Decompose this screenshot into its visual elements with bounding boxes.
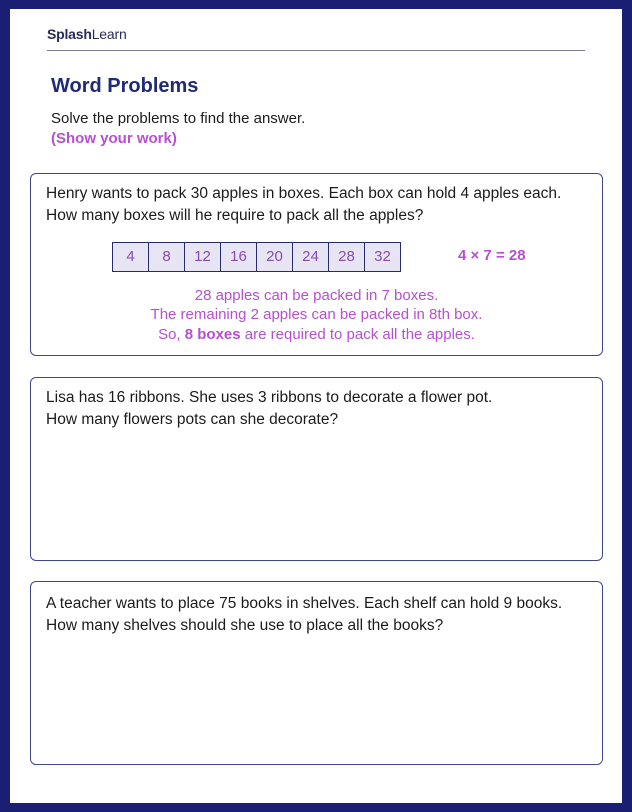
problem-1-line-1: Henry wants to pack 30 apples in boxes. Each box can hold 4 apples each. (46, 185, 562, 202)
worksheet-title: Word Problems (51, 75, 199, 97)
problem-2-line-1: Lisa has 16 ribbons. She uses 3 ribbons to decorate a flower pot. (46, 389, 493, 406)
problem-3-line-2: How many shelves should she use to place all the books? (46, 617, 444, 634)
brand-logo-bold: Splash (47, 26, 92, 42)
skip-count-cell: 4 (113, 243, 149, 271)
skip-count-cell: 28 (329, 243, 365, 271)
problem-2-line-2: How many flowers pots can she decorate? (46, 411, 339, 428)
problem-card-3 (30, 581, 603, 765)
multiplication-equation: 4 × 7 = 28 (458, 247, 526, 264)
solution-line-1: 28 apples can be packed in 7 boxes. (194, 287, 439, 304)
solution-line-3-suffix: are required to pack all the apples. (240, 326, 475, 343)
skip-count-cell: 24 (293, 243, 329, 271)
solution-line-3-prefix: So, (158, 326, 185, 343)
instructions-text: Solve the problems to find the answer. (51, 110, 306, 127)
solution-line-3 (31, 326, 602, 343)
skip-count-strip (112, 242, 401, 272)
skip-count-cell: 16 (221, 243, 257, 271)
problem-card-2 (30, 377, 603, 561)
problem-card-1 (30, 173, 603, 356)
solution-answer-highlight: 8 boxes (184, 326, 241, 343)
show-work-note: (Show your work) (51, 130, 177, 147)
skip-count-cell: 8 (149, 243, 185, 271)
skip-count-cell: 12 (185, 243, 221, 271)
brand-logo-light: Learn (91, 26, 127, 42)
header-divider (47, 50, 585, 51)
problem-1-line-2: How many boxes will he require to pack all the apples? (46, 207, 424, 224)
skip-count-cell: 20 (257, 243, 293, 271)
brand-logo (47, 26, 127, 42)
solution-line-2: The remaining 2 apples can be packed in 8th box. (150, 306, 483, 323)
problem-3-line-1: A teacher wants to place 75 books in shelves. Each shelf can hold 9 books. (46, 595, 563, 612)
skip-count-cell: 32 (365, 243, 400, 271)
worksheet-page (10, 9, 622, 803)
